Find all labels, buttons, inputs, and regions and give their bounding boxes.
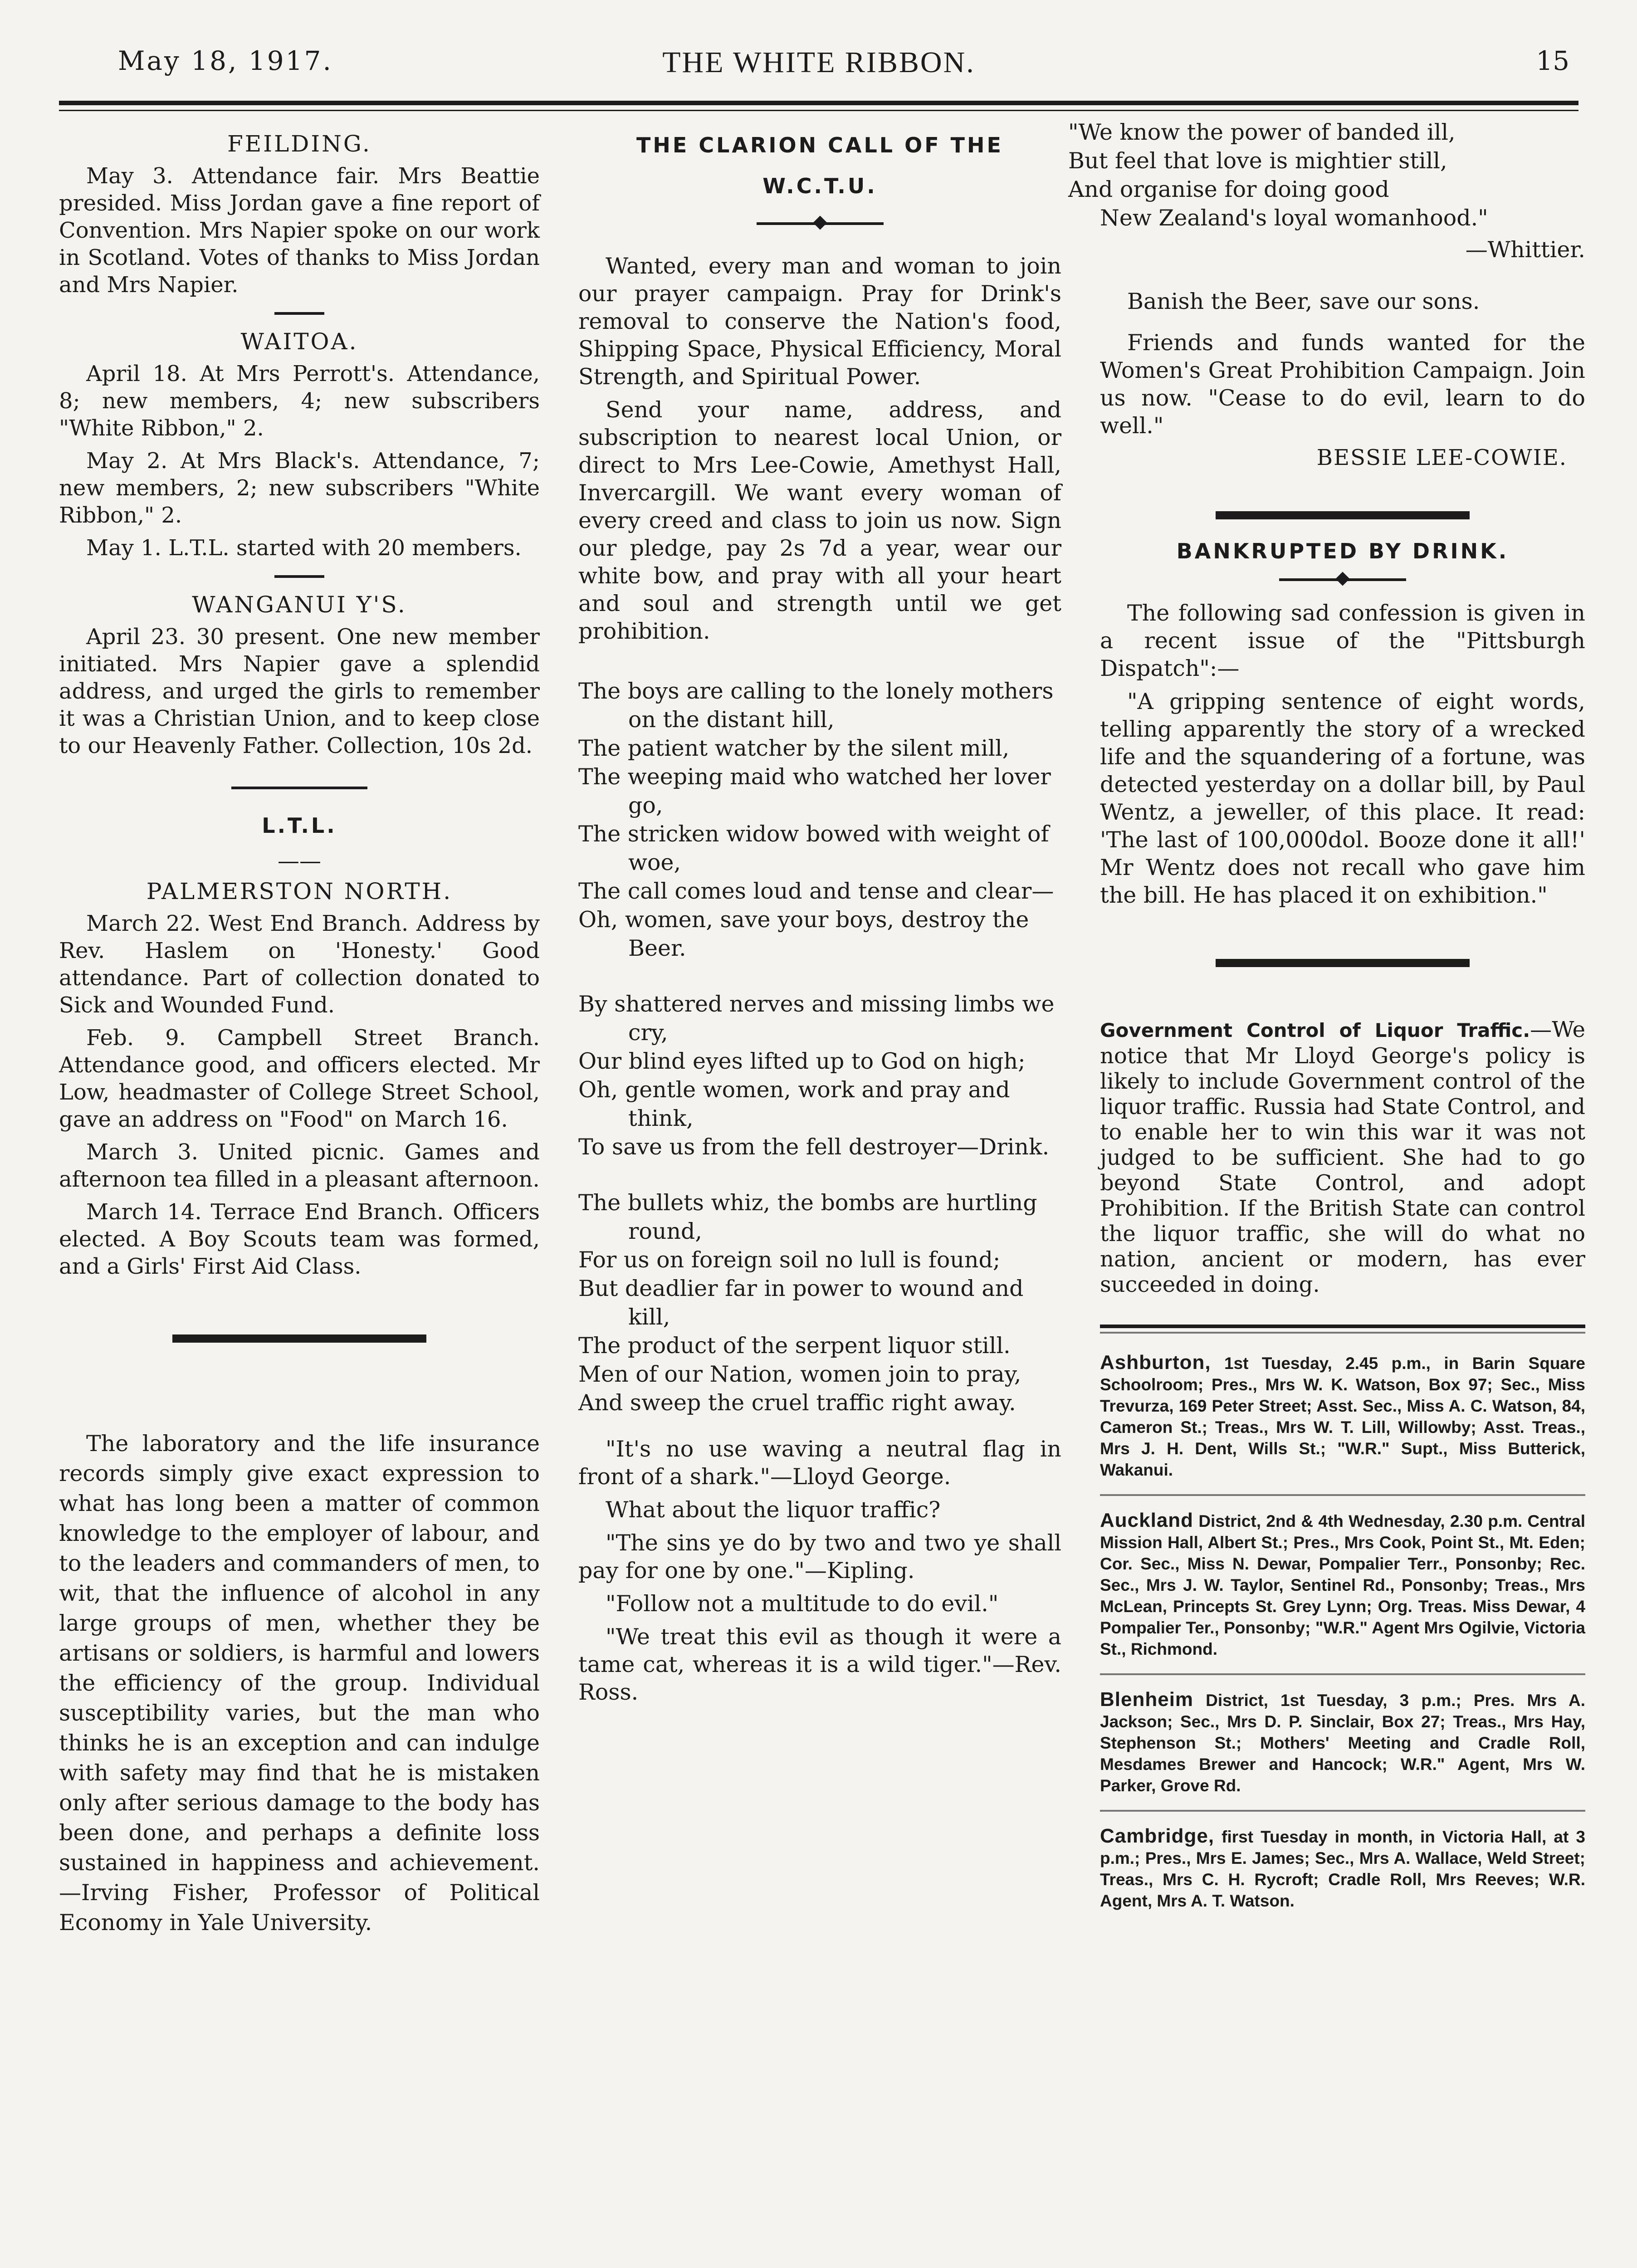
directory-rule-thin <box>1100 1332 1585 1334</box>
verse-line: Oh, gentle women, work and pray and think, <box>578 1077 1010 1131</box>
verse-line: The weeping maid who watched her lover go, <box>578 764 1051 818</box>
directory-entry <box>1100 1825 1585 1911</box>
ltl-heading: L.T.L. <box>262 813 337 838</box>
section-divider <box>172 1334 426 1343</box>
verse-line: Our blind eyes lifted up to God on high; <box>578 1048 1026 1074</box>
verse-line: But feel that love is mightier still, <box>1068 148 1447 174</box>
divider <box>274 575 324 578</box>
directory-entry-text: District, 1st Tuesday, 3 p.m.; Pres. Mrs A. Jackson; Sec., Mrs D. P. Sinclair, Box 27; Treas., Mrs Hay, Stephenson St.; Mothers' Meeting and Cradle Roll, Mesdames Brewer and Hancock; W.R." Agent, Mrs W. Parker, Grove Rd. <box>1100 1691 1585 1795</box>
ornament-divider <box>757 222 884 225</box>
quote-lloyd-george: "It's no use waving a neutral flag in front of a shark."—Lloyd George. <box>578 1436 1061 1490</box>
ltl-report-1: March 22. West End Branch. Address by Rev. Haslem on 'Honesty.' Good attendance. Part of collection donated to Sick and Wounded Fund. <box>59 911 540 1018</box>
directory-entry <box>1100 1352 1585 1481</box>
verse-line: To save us from the fell destroyer—Drink. <box>578 1134 1050 1160</box>
page-number: 15 <box>1536 45 1569 76</box>
poem-stanza-3 <box>578 1188 1061 1417</box>
waitoa-report-2: May 2. At Mrs Black's. Attendance, 7; new members, 2; new subscribers "White Ribbon," 2. <box>59 448 540 528</box>
waitoa-report-1: April 18. At Mrs Perrott's. Attendance, 8; new members, 4; new subscribers "White Ribbon," 2. <box>59 361 540 441</box>
quote-kipling: "The sins ye do by two and two ye shall pay for one by one."—Kipling. <box>578 1530 1061 1584</box>
clarion-para-2: Send your name, address, and subscription to nearest local Union, or direct to Mrs Lee-Cowie, Amethyst Hall, Invercargill. We want every woman of every creed and class to join us now. Sign our pledge, pay 2s 7d a year, wear our white bow, and pray with all your heart and soul and strength until we get prohibition. <box>578 397 1061 644</box>
verse-line: But deadlier far in power to wound and kill, <box>578 1276 1024 1330</box>
verse-line: New Zealand's loyal womanhood." <box>1100 205 1488 231</box>
column-middle <box>578 118 1061 1711</box>
verse-line: The call comes loud and tense and clear— <box>578 878 1054 904</box>
poem-stanza-2 <box>578 990 1061 1161</box>
government-control-article <box>1100 1017 1585 1297</box>
verse-line: The patient watcher by the silent mill, <box>578 735 1010 761</box>
ltl-report-3: March 3. United picnic. Games and afternoon tea filled in a pleasant afternoon. <box>59 1139 540 1192</box>
bankrupt-heading: BANKRUPTED BY DRINK. <box>1176 539 1509 563</box>
divider <box>231 787 367 789</box>
divider <box>274 312 324 315</box>
waitoa-heading: WAITOA. <box>240 328 358 355</box>
header-rule <box>59 101 1578 105</box>
quote-ross: "We treat this evil as though it were a tame cat, whereas it is a wild tiger."—Rev. Ross. <box>578 1624 1061 1705</box>
directory-entry <box>1100 1689 1585 1796</box>
poem-stanza-1 <box>578 677 1061 963</box>
verse-line: For us on foreign soil no lull is found; <box>578 1247 1001 1273</box>
verse-line: And organise for doing good <box>1068 176 1389 202</box>
directory-entry-text: first Tuesday in month, in Victoria Hall, at 3 p.m.; Pres., Mrs E. James; Sec., Mrs A. Wallace, Weld Street; Treas., Mrs C. H. Rycroft; Cradle Roll, Mrs Reeves; W.R. Agent, Mrs A. T. Watson. <box>1100 1828 1585 1910</box>
government-control-text: —We notice that Mr Lloyd George's policy is likely to include Government control of the liquor traffic. Russia had State Control, and to enable her to win this war it was not judged to be sufficient. She had to go beyond State Control, and adopt Prohibition. If the British State can control the liquor traffic, she will do what no nation, ancient or modern, has ever succeeded in doing. <box>1100 1017 1585 1297</box>
directory-entry-name: Blenheim <box>1100 1688 1194 1711</box>
banish-beer: Banish the Beer, save our sons. <box>1127 288 1480 314</box>
waitoa-report-3: May 1. L.T.L. started with 20 members. <box>86 535 522 561</box>
section-divider <box>1216 959 1470 967</box>
quote-multitude: "Follow not a multitude to do evil." <box>606 1591 999 1617</box>
government-control-title: Government Control of Liquor Traffic. <box>1100 1019 1530 1041</box>
ornament-divider <box>1279 578 1406 581</box>
whittier-poem <box>1068 118 1585 232</box>
wanganui-heading: WANGANUI Y'S. <box>192 591 407 618</box>
verse-line: Oh, women, save your boys, destroy the Beer. <box>578 907 1029 961</box>
directory-separator <box>1100 1494 1585 1496</box>
verse-line: The bullets whiz, the bombs are hurtling round, <box>578 1190 1037 1244</box>
clarion-heading: THE CLARION CALL OF THE <box>636 133 1003 157</box>
bankrupt-intro: The following sad confession is given in a recent issue of the "Pittsburgh Dispatch":— <box>1100 600 1585 681</box>
feilding-heading: FEILDING. <box>227 131 371 157</box>
masthead-title: THE WHITE RIBBON. <box>662 46 975 79</box>
verse-line: The boys are calling to the lonely mothers on the distant hill, <box>578 678 1054 733</box>
verse-line: The stricken widow bowed with weight of woe, <box>578 821 1049 875</box>
column-left <box>59 118 540 1943</box>
verse-line: And sweep the cruel traffic right away. <box>578 1390 1016 1416</box>
verse-line: Men of our Nation, women join to pray, <box>578 1361 1021 1387</box>
header-date: May 18, 1917. <box>118 45 333 76</box>
fisher-quote: The laboratory and the life insurance records simply give exact expression to what has long been a matter of common knowledge to the employer of labour, and to the leaders and commanders of men, to wit, that the influence of alcohol in any large groups of men, whether they be artisans or soldiers, is harmful and lowers the efficiency of the group. Individual susceptibility varies, but the man who thinks he is an exception and can indulge with safety may find that he is mistaken only after serious damage to the body has been done, and perhaps a definite loss sustained in happiness and achievement.—Irving Fisher, Professor of Political Economy in Yale University. <box>59 1431 540 1936</box>
feilding-report: May 3. Attendance fair. Mrs Beattie presided. Miss Jordan gave a fine report of Convention. Mrs Napier spoke on our work in Scotland. Votes of thanks to Miss Jordan and Mrs Napier. <box>59 163 540 298</box>
directory-entry-text: 1st Tuesday, 2.45 p.m., in Barin Square Schoolroom; Pres., Mrs W. K. Watson, Box 97; Sec., Miss Trevurza, 169 Peter Street; Asst. Sec., Miss A. C. Watson, 84, Cameron St.; Treas., Mrs W. T. Lill, Willowby; Asst. Treas., Mrs J. H. Dent, Wills St.; "W.R." Supt., Miss Butterick, Wakanui. <box>1100 1354 1585 1479</box>
directory-separator <box>1100 1673 1585 1675</box>
directory-entry-text: District, 2nd & 4th Wednesday, 2.30 p.m. Central Mission Hall, Albert St.; Pres., Mrs Cook, Point St., Mt. Eden; Cor. Sec., Miss N. Dewar, Pompalier Terr., Ponsonby; Rec. Sec., Mrs J. W. Taylor, Sentinel Rd., Ponsonby; Treas., Mrs McLean, Princepts St. Grey Lynn; Org. Treas. Miss Dewar, 4 Pompalier Ter., Ponsonby; "W.R." Agent Mrs Ogilvie, Victoria St., Richmond. <box>1100 1512 1586 1658</box>
header-rule-thin <box>59 110 1578 111</box>
poem-attribution: —Whittier. <box>1465 237 1585 263</box>
column-right <box>1068 118 1586 1925</box>
verse-line: By shattered nerves and missing limbs we cry, <box>578 991 1055 1046</box>
section-divider <box>1216 511 1470 519</box>
page-header <box>59 41 1578 95</box>
ltl-report-2: Feb. 9. Campbell Street Branch. Attendance good, and officers elected. Mr Low, headmaster of College Street School, gave an address on "Food" on March 16. <box>59 1025 540 1132</box>
directory-entry-name: Auckland <box>1100 1509 1194 1531</box>
bankrupt-story: "A gripping sentence of eight words, telling apparently the story of a wrecked life and the squandering of a fortune, was detected yesterday on a dollar bill, by Paul Wentz, a jeweller, of this place. It read: 'The last of 100,000dol. Booze done it all!' Mr Wentz does not recall who gave him the bill. He has placed it on exhibition." <box>1100 689 1585 908</box>
clarion-heading-sub: W.C.T.U. <box>762 174 877 198</box>
ltl-dash: —— <box>278 848 321 874</box>
directory-entry <box>1100 1510 1585 1660</box>
directory-rule <box>1100 1325 1585 1328</box>
directory-entry-name: Cambridge, <box>1100 1825 1215 1847</box>
verse-line: The product of the serpent liquor still. <box>578 1333 1011 1359</box>
clarion-para-1: Wanted, every man and woman to join our prayer campaign. Pray for Drink's removal to conserve the Nation's food, Shipping Space, Physical Efficiency, Moral Strength, and Spiritual Power. <box>578 253 1061 390</box>
quote-question: What about the liquor traffic? <box>606 1497 941 1523</box>
directory-separator <box>1100 1810 1585 1812</box>
verse-line: "We know the power of banded ill, <box>1068 119 1456 145</box>
ltl-report-4: March 14. Terrace End Branch. Officers elected. A Boy Scouts team was formed, and a Girls' First Aid Class. <box>59 1199 540 1279</box>
campaign-appeal: Friends and funds wanted for the Women's Great Prohibition Campaign. Join us now. "Cease to do evil, learn to do well." <box>1100 330 1585 439</box>
wanganui-report: April 23. 30 present. One new member initiated. Mrs Napier gave a splendid address, and urged the girls to remember it was a Christian Union, and to keep close to our Heavenly Father. Collection, 10s 2d. <box>59 624 540 758</box>
palmerston-heading: PALMERSTON NORTH. <box>146 878 453 904</box>
directory-entry-name: Ashburton, <box>1100 1351 1211 1374</box>
signature: BESSIE LEE-COWIE. <box>1316 445 1567 470</box>
